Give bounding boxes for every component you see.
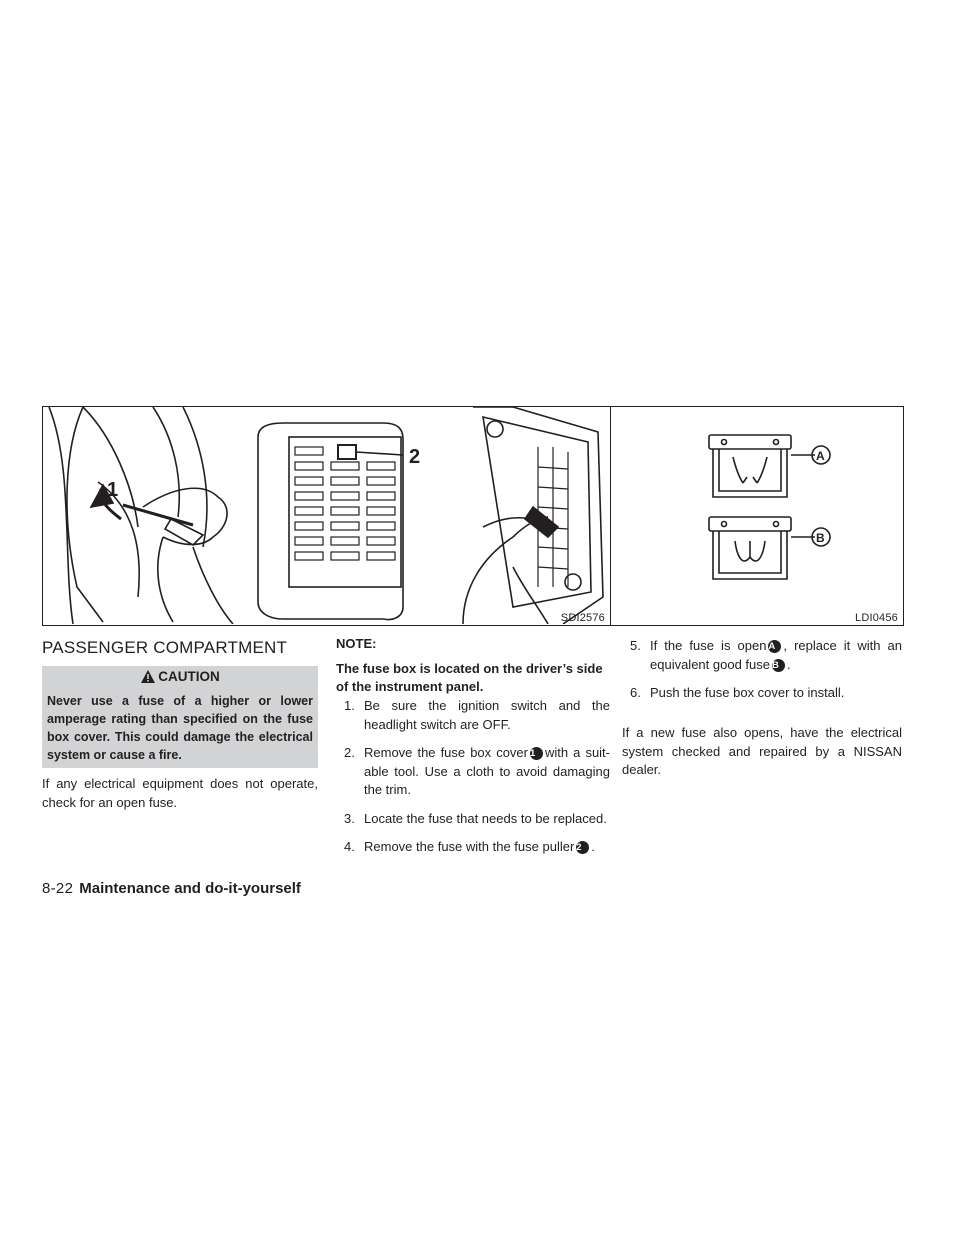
warning-icon <box>140 669 156 684</box>
fuse-comparison-illustration <box>611 407 902 624</box>
section-title: PASSENGER COMPARTMENT <box>42 638 288 657</box>
note-text: The fuse box is located on the driver’s side of the instrument panel. <box>336 661 603 694</box>
ref-callout-2: 2 <box>576 841 589 854</box>
chapter-title: Maintenance and do-it-yourself <box>79 880 301 897</box>
caution-text: Never use a fuse of a higher or lower amperage rating than specified on the fuse box cover. This could damage the electrical system or cause a fire. <box>47 694 313 762</box>
step-number: 5. <box>630 638 641 653</box>
step-6 <box>630 684 902 703</box>
figure-fuse-box-removal <box>42 406 611 626</box>
step-text: , replace it with an equivalent good fuse <box>650 638 902 672</box>
step-text: Push the fuse box cover to install. <box>650 685 845 700</box>
figure-code: LDI0456 <box>855 612 898 624</box>
step-text: Be sure the ignition switch and the headlight switch are OFF. <box>364 698 610 732</box>
step-text: with a suit-able tool. Use a cloth to avoid damaging the trim. <box>364 745 611 797</box>
ref-callout-a: A <box>768 640 781 653</box>
closing-paragraph: If a new fuse also opens, have the electrical system checked and repaired by a NISSAN dealer. <box>622 725 902 777</box>
step-number: 3. <box>344 810 355 826</box>
intro-paragraph: If any electrical equipment does not operate, check for an open fuse. <box>42 776 318 810</box>
step-text: If the fuse is open <box>650 638 767 653</box>
step-text: Locate the fuse that needs to be replaced. <box>364 810 607 826</box>
step-number: 6. <box>630 685 641 700</box>
fuse-box-illustration <box>43 407 609 624</box>
caution-label: CAUTION <box>158 669 220 684</box>
step-4 <box>344 838 610 857</box>
callout-a: A <box>816 449 825 463</box>
caution-box <box>42 666 318 768</box>
caution-heading <box>42 669 318 684</box>
page-footer <box>42 880 301 897</box>
step-text: . <box>786 656 791 672</box>
step-number: 1. <box>344 698 355 713</box>
callout-2: 2 <box>409 446 421 468</box>
step-text: . <box>591 839 595 854</box>
page-number: 8-22 <box>42 880 74 897</box>
figure-code: SDI2576 <box>560 612 605 624</box>
step-3 <box>344 810 610 829</box>
step-number: 2. <box>344 745 355 760</box>
callout-b: B <box>816 531 825 545</box>
note-heading: NOTE: <box>336 636 377 651</box>
callout-1: 1 <box>107 479 119 501</box>
steps-list-continued <box>630 637 902 713</box>
step-text: Remove the fuse with the fuse puller <box>364 839 575 854</box>
ref-callout-b: B <box>772 659 785 672</box>
step-number: 4. <box>344 839 355 854</box>
step-text: Remove the fuse box cover <box>364 745 528 760</box>
step-2 <box>344 744 610 800</box>
figure-fuse-comparison <box>610 406 904 626</box>
ref-callout-1: 1 <box>530 747 543 760</box>
steps-list <box>344 697 610 867</box>
step-1 <box>344 697 610 734</box>
step-5 <box>630 637 902 674</box>
